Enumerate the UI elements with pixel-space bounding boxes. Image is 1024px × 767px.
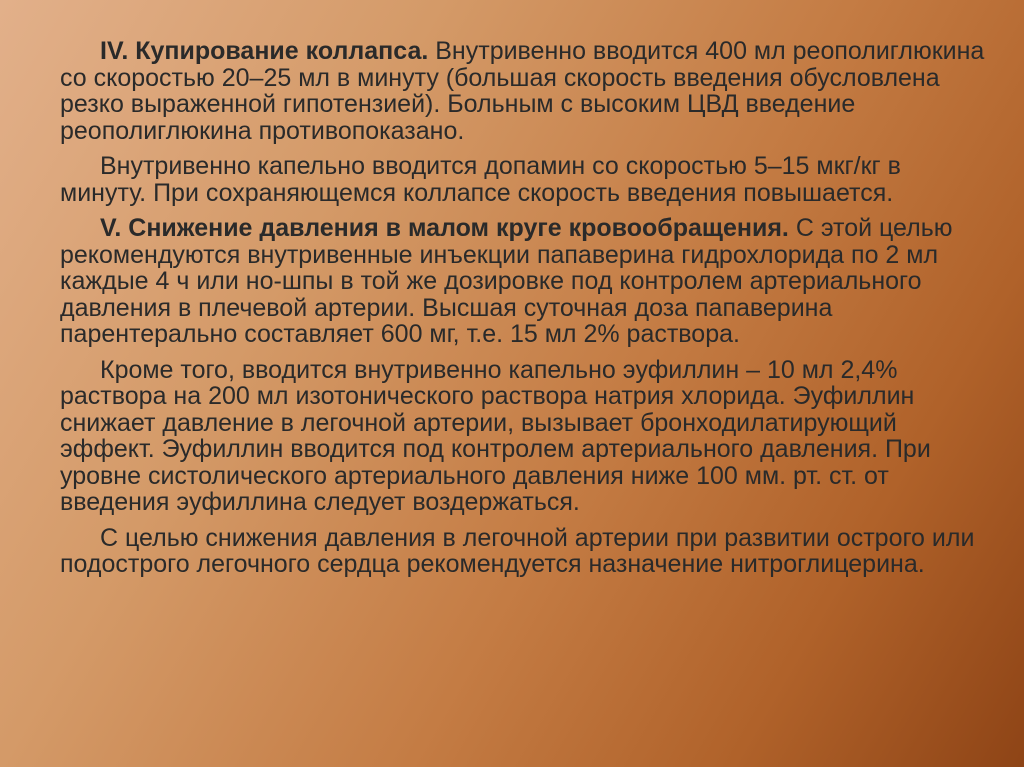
section-heading-iv: IV. Купирование коллапса. xyxy=(100,37,429,65)
paragraph-text: Кроме того, вводится внутривенно капельно эуфиллин – 10 мл 2,4% раствора на 200 мл изотонического раствора натрия хлорида. Эуфиллин снижает давление в легочной артерии, вызывает бронходилатирующий эффект. Эуфиллин вводится под контролем артериального давления. При уровне систолического артериального давления ниже 100 мм. рт. ст. от введения эуфиллина следует воздержаться. xyxy=(60,355,931,516)
slide-content xyxy=(60,38,990,587)
paragraph-text: Внутривенно вводится 400 мл реополиглюкина со скоростью 20–25 мл в минуту (большая скорость введения обусловлена резко выраженной гипотензией). Больным с высоким ЦВД введение реополиглюкина противопоказано. xyxy=(60,37,985,145)
paragraph-collapse-treatment xyxy=(60,38,990,144)
paragraph-nitroglycerin xyxy=(60,525,990,578)
paragraph-dopamine xyxy=(60,153,990,206)
paragraph-text: Внутривенно капельно вводится допамин со скоростью 5–15 мкг/кг в минуту. При сохраняющемся коллапсе скорость введения повышается. xyxy=(60,152,901,207)
section-heading-v: V. Снижение давления в малом круге кровообращения. xyxy=(100,214,789,242)
paragraph-pulmonary-pressure xyxy=(60,215,990,348)
paragraph-text: С этой целью рекомендуются внутривенные инъекции папаверина гидрохлорида по 2 мл каждые 4 ч или но-шпы в той же дозировке под контролем артериального давления в плечевой артерии. Высшая суточная доза папаверина парентерально составляет 600 мг, т.е. 15 мл 2% раствора. xyxy=(60,214,953,348)
paragraph-euphylline xyxy=(60,357,990,516)
paragraph-text: С целью снижения давления в легочной артерии при развитии острого или подострого легочного сердца рекомендуется назначение нитроглицерина. xyxy=(60,523,975,578)
